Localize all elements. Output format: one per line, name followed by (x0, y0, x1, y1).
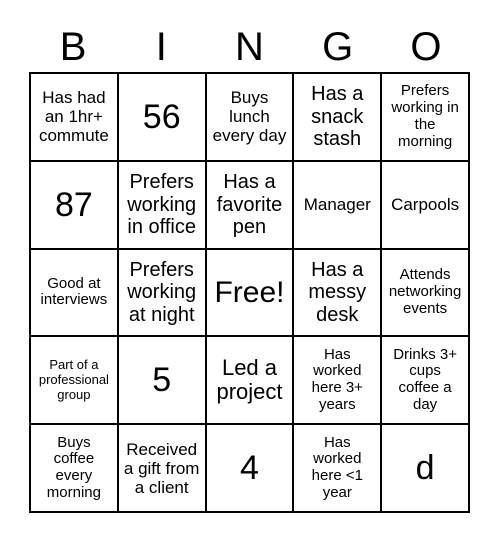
bingo-cell[interactable]: Drinks 3+ cups coffee a day (381, 336, 469, 424)
bingo-cell[interactable]: Prefers working at night (118, 249, 206, 337)
bingo-cell[interactable]: Has worked here 3+ years (293, 336, 381, 424)
bingo-cell[interactable]: Free! (206, 249, 294, 337)
bingo-cell[interactable]: Has worked here <1 year (293, 424, 381, 512)
bingo-cell[interactable]: Good at interviews (30, 249, 118, 337)
header-letter-n: N (235, 24, 264, 69)
bingo-cell[interactable]: Carpools (381, 161, 469, 249)
bingo-cell[interactable]: Has a messy desk (293, 249, 381, 337)
bingo-cell[interactable]: Attends networking events (381, 249, 469, 337)
bingo-cell[interactable]: Buys coffee every morning (30, 424, 118, 512)
bingo-cell[interactable]: 56 (118, 73, 206, 161)
bingo-cell[interactable]: 87 (30, 161, 118, 249)
header-letter-b: B (59, 24, 87, 69)
header-letter-g: G (322, 24, 354, 69)
header-letter-i: I (155, 24, 167, 69)
bingo-cell[interactable]: Has a snack stash (293, 73, 381, 161)
bingo-cell[interactable]: Led a project (206, 336, 294, 424)
bingo-board (29, 72, 470, 513)
bingo-header (29, 22, 470, 72)
bingo-cell[interactable]: 4 (206, 424, 294, 512)
bingo-cell[interactable]: d (381, 424, 469, 512)
bingo-cell[interactable]: Received a gift from a client (118, 424, 206, 512)
bingo-cell[interactable]: Has a favorite pen (206, 161, 294, 249)
bingo-cell[interactable]: Prefers working in the morning (381, 73, 469, 161)
header-letter-o: O (410, 24, 442, 69)
bingo-cell[interactable]: Has had an 1hr+ commute (30, 73, 118, 161)
bingo-cell[interactable]: Prefers working in office (118, 161, 206, 249)
bingo-cell[interactable]: 5 (118, 336, 206, 424)
bingo-cell[interactable]: Buys lunch every day (206, 73, 294, 161)
bingo-cell[interactable]: Part of a professional group (30, 336, 118, 424)
bingo-cell[interactable]: Manager (293, 161, 381, 249)
